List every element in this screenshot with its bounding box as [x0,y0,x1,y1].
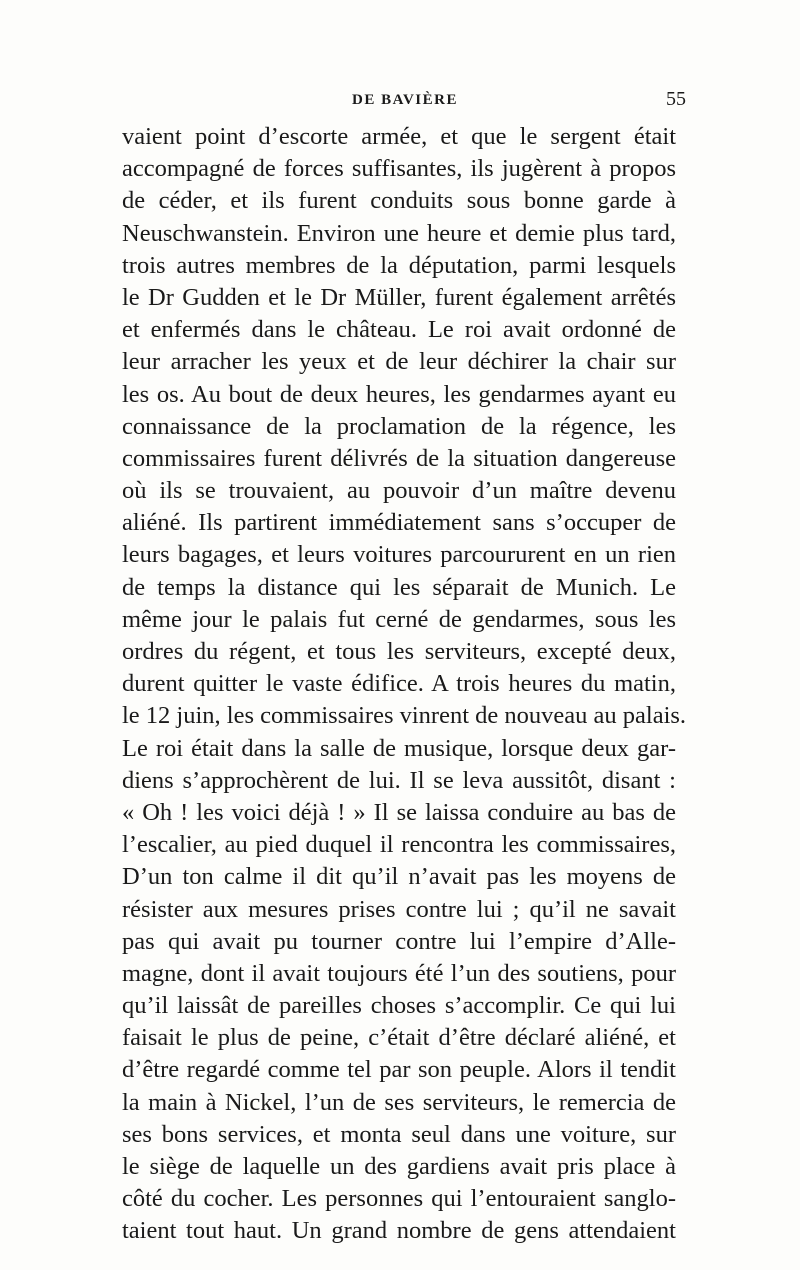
text-line: ses bons services, et monta seul dans une voiture, sur [122,1120,676,1148]
text-line: connaissance de la proclamation de la régence, les [122,412,676,440]
text-line: pas qui avait pu tourner contre lui l’empire d’Alle- [122,927,676,955]
text-line: les os. Au bout de deux heures, les gendarmes ayant eu [122,380,676,408]
text-line: l’escalier, au pied duquel il rencontra les commissaires, [122,831,676,859]
text-line: aliéné. Ils partirent immédiatement sans s’occuper de [122,509,676,537]
text-line: de temps la distance qui les séparait de Munich. Le [122,573,676,601]
text-line: d’être regardé comme tel par son peuple. Alors il tendit [122,1056,676,1084]
running-head [120,88,690,114]
text-line: la main à Nickel, l’un de ses serviteurs, le remercia de [122,1088,676,1116]
text-line: durent quitter le vaste édifice. A trois heures du matin, [122,670,676,698]
text-line: diens s’approchèrent de lui. Il se leva aussitôt, disant : [122,766,676,794]
text-line: et enfermés dans le château. Le roi avait ordonné de [122,316,676,344]
text-line: résister aux mesures prises contre lui ; qu’il ne savait [122,895,676,923]
text-line: où ils se trouvaient, au pouvoir d’un maître devenu [122,477,676,505]
text-line: leurs bagages, et leurs voitures parcoururent en un rien [122,541,676,569]
text-line: côté du cocher. Les personnes qui l’entouraient sanglo- [122,1185,676,1213]
text-line: commissaires furent délivrés de la situation dangereuse [122,444,676,472]
text-line: ordres du régent, et tous les serviteurs, excepté deux, [122,638,676,665]
text-line: D’un ton calme il dit qu’il n’avait pas les moyens de [122,863,676,891]
text-line: le siège de laquelle un des gardiens avait pris place à [122,1153,676,1180]
text-line: le 12 juin, les commissaires vinrent de nouveau au palais. [122,702,687,730]
text-line: faisait le plus de peine, c’était d’être déclaré aliéné, et [122,1024,676,1052]
text-line: trois autres membres de la députation, parmi lesquels [122,251,676,279]
text-line: accompagné de forces suffisantes, ils jugèrent à propos [122,155,676,183]
body-text [122,121,687,1248]
text-line: le Dr Gudden et le Dr Müller, furent également arrêtés [122,283,676,311]
text-line: qu’il laissât de pareilles choses s’accomplir. Ce qui lui [122,992,676,1020]
text-line: de céder, et ils furent conduits sous bonne garde à [122,187,676,215]
text-line: leur arracher les yeux et de leur déchirer la chair sur [122,348,676,376]
page-number: 55 [666,88,686,110]
text-line: Neuschwanstein. Environ une heure et demie plus tard, [122,219,676,247]
text-line: « Oh ! les voici déjà ! » Il se laissa conduire au bas de [122,798,676,826]
text-line: magne, dont il avait toujours été l’un des soutiens, pour [122,959,676,987]
running-title: DE BAVIÈRE [351,92,458,108]
text-line: vaient point d’escorte armée, et que le sergent était [122,123,676,150]
text-line: même jour le palais fut cerné de gendarmes, sous les [122,605,676,633]
text-line: taient tout haut. Un grand nombre de gens attendaient [122,1217,676,1245]
text-line: Le roi était dans la salle de musique, lorsque deux gar- [122,734,676,762]
